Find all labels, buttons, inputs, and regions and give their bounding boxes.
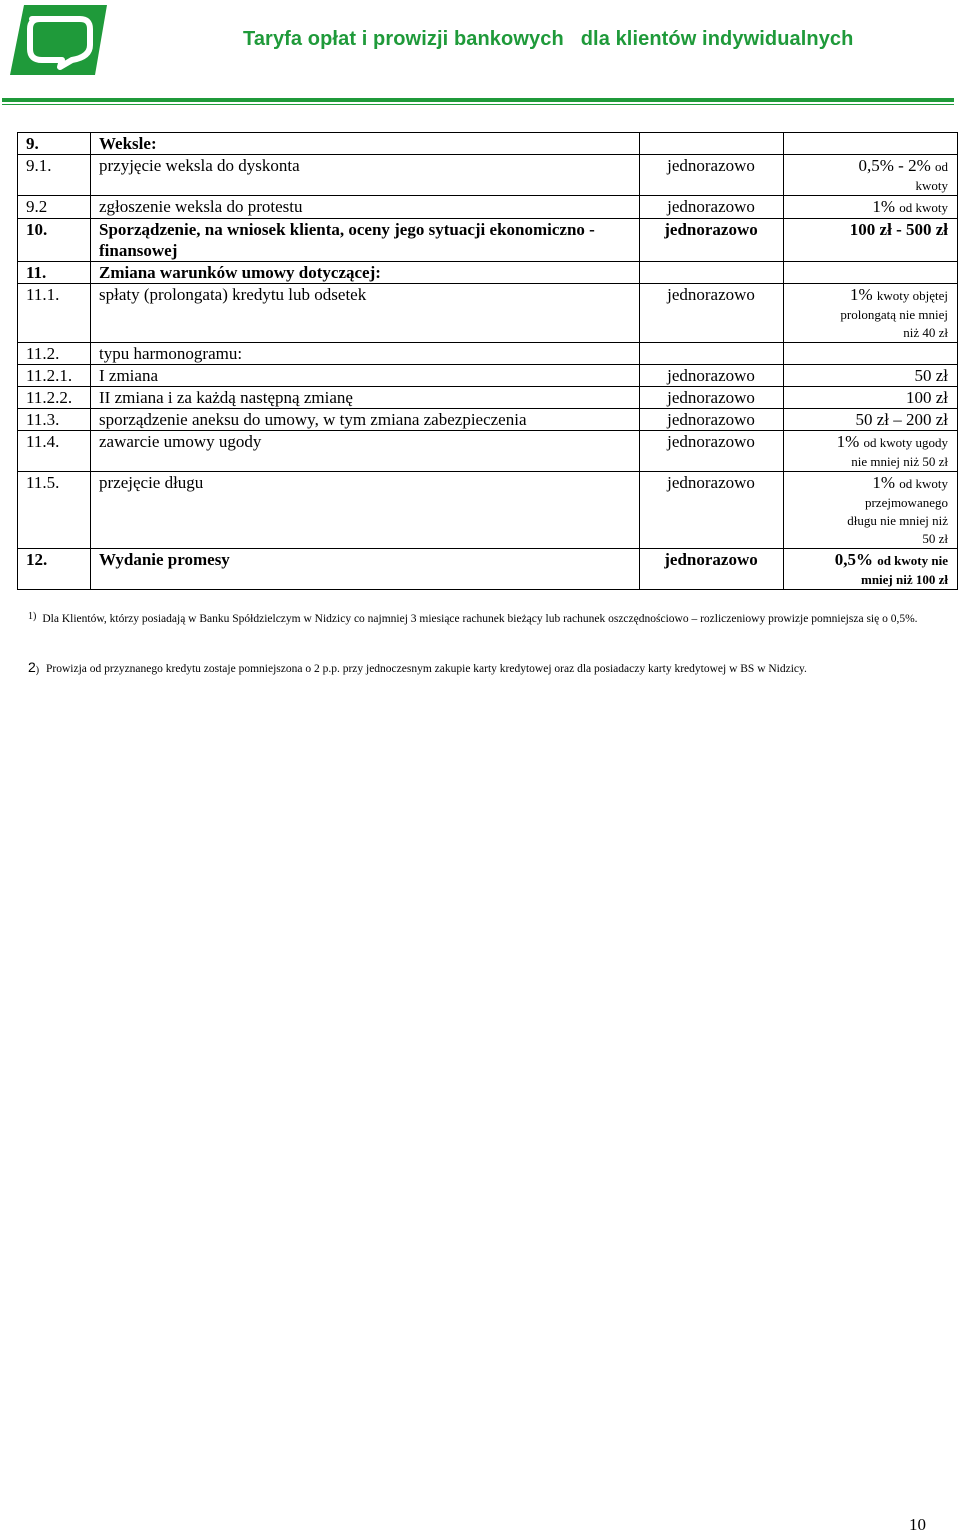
fee-note: od kwoty — [899, 476, 948, 491]
footnote-2 — [28, 659, 928, 678]
header-rule — [2, 98, 954, 102]
row-fee — [784, 472, 958, 549]
row-number: 11.5. — [18, 472, 91, 549]
row-number: 11.2. — [18, 343, 91, 365]
row-frequency: jednorazowo — [640, 284, 784, 343]
fee-note: długu nie mniej niż — [847, 513, 948, 528]
fee-value: 0,5% - 2% — [858, 156, 935, 175]
fee-value: 1% — [836, 432, 864, 451]
fee-note: kwoty objętej — [876, 288, 948, 303]
row-frequency: jednorazowo — [640, 409, 784, 431]
fee-note: prolongatą nie mniej — [840, 307, 948, 322]
fee-value: 0,5% — [834, 550, 878, 569]
row-number: 10. — [18, 219, 91, 262]
row-description: Weksle: — [91, 133, 640, 155]
row-frequency: jednorazowo — [640, 155, 784, 196]
row-fee — [784, 343, 958, 365]
row-description: spłaty (prolongata) kredytu lub odsetek — [91, 284, 640, 343]
row-number: 11. — [18, 262, 91, 284]
row-fee — [784, 262, 958, 284]
row-description: typu harmonogramu: — [91, 343, 640, 365]
row-description: przyjęcie weksla do dyskonta — [91, 155, 640, 196]
row-description: Sporządzenie, na wniosek klienta, oceny jego sytuacji ekonomiczno - finansowej — [91, 219, 640, 262]
table-row — [18, 431, 958, 472]
table-row — [18, 343, 958, 365]
fee-note: nie mniej niż 50 zł — [851, 454, 948, 469]
row-frequency: jednorazowo — [640, 472, 784, 549]
fee-note: przejmowanego — [864, 495, 948, 510]
footnote-1 — [28, 611, 928, 628]
row-fee — [784, 133, 958, 155]
fee-note: od — [935, 159, 948, 174]
document-title: Taryfa opłat i prowizji bankowych dla klientów indywidualnych — [243, 28, 854, 50]
table-row — [18, 409, 958, 431]
table-row — [18, 387, 958, 409]
fee-value: 50 zł — [914, 366, 948, 385]
row-fee — [784, 284, 958, 343]
row-number: 9.1. — [18, 155, 91, 196]
fee-note: 50 zł — [922, 531, 948, 546]
footnote-2-paren: ) — [35, 665, 40, 676]
row-description: przejęcie długu — [91, 472, 640, 549]
fee-value: 1% — [872, 473, 900, 492]
fee-note: od kwoty nie — [877, 553, 948, 568]
footnote-1-text: Dla Klientów, którzy posiadają w Banku Spółdzielczym w Nidzicy co najmniej 3 miesiące rachunek bieżący lub rachunek oszczędnościowo – rozliczeniowy prowizje pomniejsza się o 0,5%. — [42, 613, 918, 625]
fee-value: 100 zł - 500 zł — [849, 220, 948, 239]
table-row — [18, 196, 958, 219]
row-number: 11.4. — [18, 431, 91, 472]
row-number: 11.3. — [18, 409, 91, 431]
row-description: sporządzenie aneksu do umowy, w tym zmiana zabezpieczenia — [91, 409, 640, 431]
table-row — [18, 155, 958, 196]
row-frequency — [640, 133, 784, 155]
row-number: 12. — [18, 549, 91, 590]
table-row — [18, 133, 958, 155]
row-fee — [784, 431, 958, 472]
fee-value: 50 zł – 200 zł — [855, 410, 948, 429]
fee-note: mniej niż 100 zł — [860, 572, 948, 587]
row-number: 9.2 — [18, 196, 91, 219]
row-description: I zmiana — [91, 365, 640, 387]
row-number: 11.2.1. — [18, 365, 91, 387]
footnote-2-text: Prowizja od przyznanego kredytu zostaje pomniejszona o 2 p.p. przy jednoczesnym zakupie karty kredytowej oraz dla posiadaczy karty kredytowej w BS w Nidzicy. — [46, 663, 807, 675]
table-row — [18, 219, 958, 262]
row-frequency: jednorazowo — [640, 219, 784, 262]
header-rule-thin — [2, 104, 954, 105]
row-fee — [784, 196, 958, 219]
fee-value: 1% — [849, 285, 877, 304]
row-frequency: jednorazowo — [640, 196, 784, 219]
table-row — [18, 549, 958, 590]
row-number: 11.1. — [18, 284, 91, 343]
row-description: Zmiana warunków umowy dotyczącej: — [91, 262, 640, 284]
row-number: 11.2.2. — [18, 387, 91, 409]
fee-value: 1% — [872, 197, 900, 216]
fee-note: od kwoty — [899, 200, 948, 215]
row-frequency — [640, 262, 784, 284]
row-description: II zmiana i za każdą następną zmianę — [91, 387, 640, 409]
row-fee — [784, 409, 958, 431]
row-frequency: jednorazowo — [640, 431, 784, 472]
fee-note: od kwoty ugody — [863, 435, 948, 450]
table-row — [18, 365, 958, 387]
table-row — [18, 472, 958, 549]
fee-note: kwoty — [915, 178, 948, 193]
footnote-1-mark: 1) — [28, 611, 37, 622]
fee-table — [17, 132, 958, 590]
table-row — [18, 262, 958, 284]
row-fee — [784, 549, 958, 590]
fee-value: 100 zł — [905, 388, 948, 407]
row-fee — [784, 219, 958, 262]
fee-note: niż 40 zł — [903, 325, 948, 340]
row-frequency: jednorazowo — [640, 365, 784, 387]
row-fee — [784, 387, 958, 409]
row-frequency — [640, 343, 784, 365]
row-number: 9. — [18, 133, 91, 155]
row-frequency: jednorazowo — [640, 549, 784, 590]
row-fee — [784, 155, 958, 196]
bank-logo-icon — [10, 5, 107, 75]
row-fee — [784, 365, 958, 387]
row-description: zgłoszenie weksla do protestu — [91, 196, 640, 219]
row-description: zawarcie umowy ugody — [91, 431, 640, 472]
row-frequency: jednorazowo — [640, 387, 784, 409]
page-number: 10 — [909, 1515, 926, 1534]
footnote-2-mark: 2 — [28, 659, 36, 675]
row-description: Wydanie promesy — [91, 549, 640, 590]
table-row — [18, 284, 958, 343]
